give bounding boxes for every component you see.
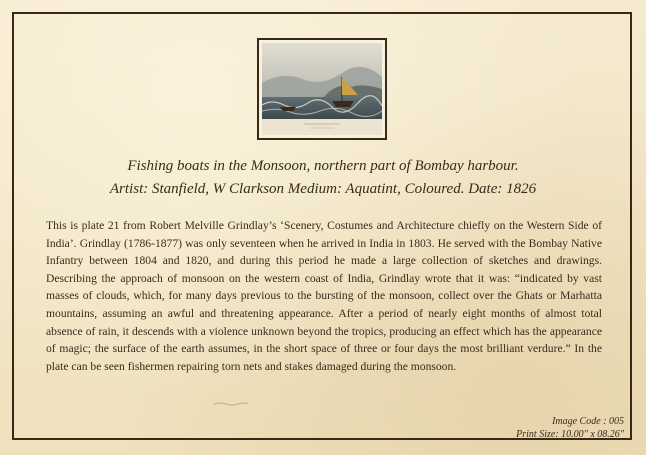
image-code: Image Code : 005 — [552, 416, 624, 427]
paper-blemish — [214, 402, 248, 406]
print-size: Print Size: 10.00" x 08.26" — [516, 429, 624, 440]
artwork-description: This is plate 21 from Robert Melville Grindlay’s ‘Scenery, Costumes and Architecture chiefly on the Western Side of India’. Grindlay (1786-1877) was only seventeen when he arrived in India in 1803. He served with the Bombay Native Infantry between 1804 and 1820, and during this period he made a large collection of sketches and drawings. Describing the approach of monsoon on the western coast of India, Grindlay wrote that it was: “indicated by vast masses of clouds, which, for many days previous to the bursting of the monsoon, collect over the Ghats or Marhatta mountains, assuming an awful and threatening appearance. After a period of nearly eight months of almost total absence of rain, it descends with a violence unknown beyond the tropics, producing an effect which has the appearance of magic; the surface of the earth assumes, in the short space of three or four days the most brilliant verdure.” In the plate can be seen fishermen repairing torn nets and stakes damaged during the monsoon. — [46, 219, 602, 373]
artwork-thumbnail[interactable] — [257, 38, 387, 140]
artwork-illustration — [262, 43, 382, 135]
artwork-details: Artist: Stanfield, W Clarkson Medium: Aquatint, Coloured. Date: 1826 — [109, 181, 537, 197]
artwork-title: Fishing boats in the Monsoon, northern part of Bombay harbour. — [127, 158, 519, 174]
artwork-image — [262, 43, 382, 135]
